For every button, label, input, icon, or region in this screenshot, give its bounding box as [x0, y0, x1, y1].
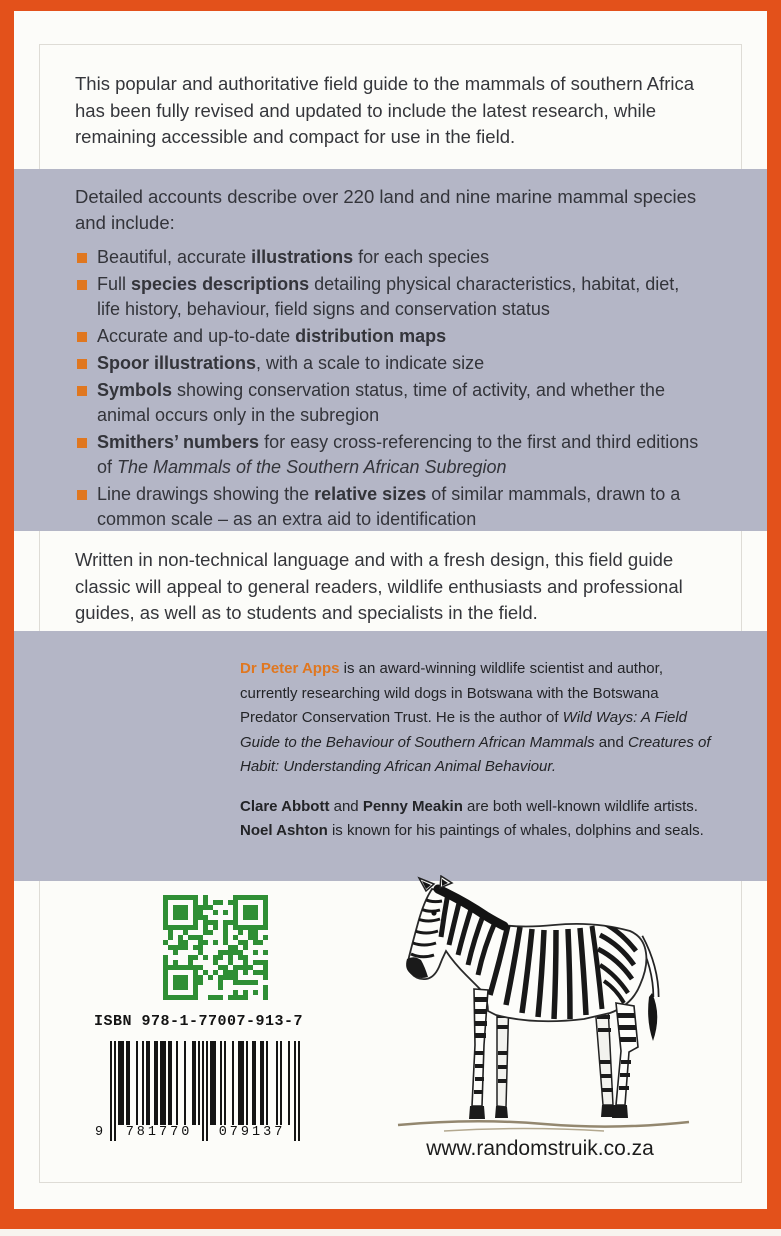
- bullet-text: Full species descriptions detailing physical characteristics, habitat, diet, life history, behaviour, field signs and conservation status: [97, 274, 680, 319]
- bullet-square-icon: [77, 280, 87, 290]
- barcode-digit-group: 9: [95, 1125, 104, 1140]
- zebra-illustration: [384, 875, 704, 1155]
- zebra-drawing: [384, 875, 704, 1155]
- barcode-digit-group: 079137: [211, 1125, 293, 1140]
- isbn-label: ISBN 978-1-77007-913-7: [94, 1013, 304, 1030]
- bullet-text: Line drawings showing the relative sizes of similar mammals, drawn to a common scale – as an extra aid to identification: [97, 484, 681, 529]
- bullet-square-icon: [77, 332, 87, 342]
- features-list: [75, 245, 703, 532]
- list-item: [75, 482, 703, 532]
- bullet-square-icon: [77, 490, 87, 500]
- bullet-square-icon: [77, 386, 87, 396]
- intro-paragraph: This popular and authoritative field guide to the mammals of southern Africa has been fully revised and updated to include the latest research, while remaining accessible and compact for use in the field.: [75, 73, 695, 147]
- bullet-text: Beautiful, accurate illustrations for each species: [97, 247, 490, 267]
- features-lead: Detailed accounts describe over 220 land and nine marine mammal species and include:: [75, 186, 697, 233]
- list-item: [75, 245, 703, 270]
- author-bio-artists: Clare Abbott and Penny Meakin are both well-known wildlife artists. Noel Ashton is known for his paintings of whales, dolphins and seals.: [240, 797, 704, 839]
- list-item: [75, 378, 703, 428]
- list-item: [75, 272, 703, 322]
- qr-code-pattern: [163, 895, 268, 1000]
- list-item: [75, 324, 703, 349]
- publisher-website: www.randomstruik.co.za: [426, 1137, 654, 1160]
- scan-edge-strip: [0, 1229, 781, 1236]
- authors-band: [14, 631, 767, 881]
- author-bio-apps: Dr Peter Apps is an award-winning wildlife scientist and author, currently researching wild dogs in Botswana with the Botswana Predator Conservation Trust. He is the author of Wild Ways: A Field Guide to the Behaviour of Southern African Mammals and Creatures of Habit: Understanding African Animal Behaviour.: [240, 660, 711, 775]
- bullet-text: Smithers’ numbers for easy cross-referencing to the first and third editions of The Mammals of the Southern African Subregion: [97, 432, 699, 477]
- qr-code: [163, 895, 268, 1000]
- list-item: [75, 430, 703, 480]
- bullet-text: Symbols showing conservation status, time of activity, and whether the animal occurs only in the subregion: [97, 380, 665, 425]
- barcode: [95, 1041, 300, 1151]
- list-item: [75, 351, 703, 376]
- bullet-square-icon: [77, 359, 87, 369]
- bullet-square-icon: [77, 438, 87, 448]
- bullet-text: Spoor illustrations, with a scale to indicate size: [97, 353, 485, 373]
- closing-paragraph: Written in non-technical language and with a fresh design, this field guide classic will appeal to general readers, wildlife enthusiasts and professional guides, as well as to students and specialists in the field.: [75, 549, 683, 623]
- page: [14, 11, 767, 1209]
- features-band: [14, 169, 767, 531]
- bullet-square-icon: [77, 253, 87, 263]
- barcode-digit-group: 781770: [119, 1125, 199, 1140]
- bullet-text: Accurate and up-to-date distribution maps: [97, 326, 447, 346]
